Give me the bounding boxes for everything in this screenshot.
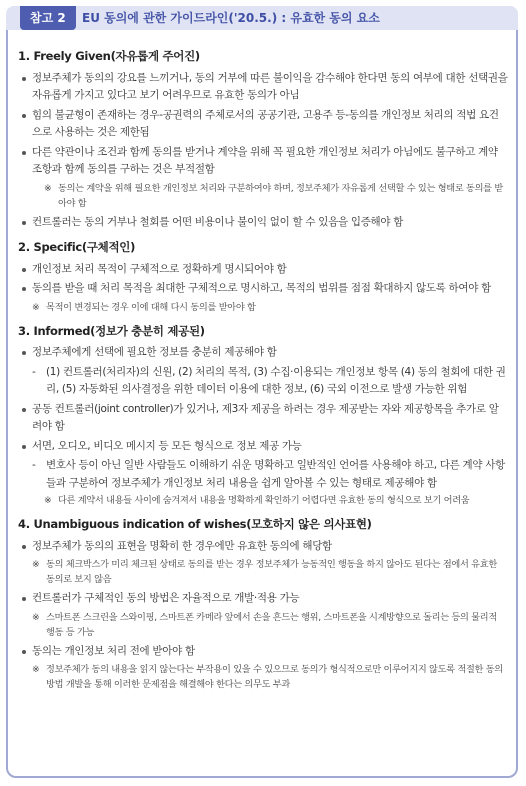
bullet-item: 정보주체가 동의의 강요를 느끼거나, 동의 거부에 따른 불이익을 감수해야 한다면 동의 여부에 대한 선택권을 자유롭게 가지고 있다고 보기 어려우므로 유효한 동의가 아님 [18,70,508,105]
box-title: EU 동의에 관한 가이드라인('20.5.) : 유효한 동의 요소 [82,11,380,25]
note: ※ 다른 계약서 내용들 사이에 숨겨져서 내용을 명확하게 확인하기 어렵다면 유효한 동의 형식으로 보기 어려움 [44,495,470,506]
note-text: 스마트폰 스크린을 스와이핑, 스마트폰 카메라 앞에서 손을 흔드는 행위, 스마트폰을 시계방향으로 돌리는 등의 물리적 행동 등 가능 [46,611,497,638]
note-text: 목적이 변경되는 경우 이에 대해 다시 동의를 받아야 함 [46,301,256,313]
bullet-item: 서면, 오디오, 비디오 메시지 등 모든 형식으로 정보 제공 가능 [18,438,508,456]
bullet-item: 힘의 불균형이 존재하는 경우-공권력의 주체로서의 공공기관, 고용주 등-동의를 개인정보 처리의 적법 요건으로 사용하는 것은 제한됨 [18,107,508,142]
bullet-item: 공동 컨트롤러(joint controller)가 있거나, 제3자 제공을 하려는 경우 제공받는 자와 제공항목을 추가로 알려야 함 [18,401,508,436]
note-text: 동의는 계약을 위해 필요한 개인정보 처리와 구분하여야 하며, 정보주체가 자유롭게 선택할 수 있는 형태로 동의를 받아야 함 [58,182,503,209]
bullet-item: 다른 약관이나 조건과 함께 동의를 받거나 계약을 위해 꼭 필요한 개인정보 처리가 아님에도 불구하고 계약 조항과 함께 동의를 구하는 것은 부적절함 [18,144,508,179]
note-text: 다른 계약서 내용들 사이에 숨겨져서 내용을 명확하게 확인하기 어렵다면 유효한 동의 형식으로 보기 어려움 [58,495,470,506]
section-title: 2. Specific(구체적인) [18,240,136,254]
guideline-content [18,48,508,695]
note: ※ 정보주체가 동의 내용을 읽지 않는다는 부작용이 있을 수 있으므로 동의가 형식적으로만 이루어지지 않도록 적절한 동의 방법 개발을 통해 이러한 문제점을 해결해야 한다는 의무도 부과 [32,664,503,690]
dash-item: - 변호사 등이 아닌 일반 사람들도 이해하기 쉬운 명확하고 일반적인 언어를 사용해야 하고, 다른 계약 사항들과 구분하여 정보주체가 개인정보 처리 내용을 쉽게 알아볼 수 있는 형태로 제공해야 함 [32,459,505,489]
note: ※ 동의 체크박스가 미리 체크된 상태로 동의를 받는 경우 정보주체가 능동적인 행동을 하지 않아도 된다는 점에서 유효한 동의로 보지 않음 [32,559,497,585]
bullet-item: 컨트롤러는 동의 거부나 철회를 어떤 비용이나 불이익 없이 할 수 있음을 입증해야 함 [18,214,508,232]
note: ※ 목적이 변경되는 경우 이에 대해 다시 동의를 받아야 함 [32,301,256,313]
note: ※ 동의는 계약을 위해 필요한 개인정보 처리와 구분하여야 하며, 정보주체가 자유롭게 선택할 수 있는 형태로 동의를 받아야 함 [44,182,503,209]
note: ※ 스마트폰 스크린을 스와이핑, 스마트폰 카메라 앞에서 손을 흔드는 행위, 스마트폰을 시계방향으로 돌리는 등의 물리적 행동 등 가능 [32,611,497,638]
bullet-item: 동의는 개인정보 처리 전에 받아야 함 [18,643,508,661]
reference-tag: 참고 2 [20,6,76,30]
bullet-item: 동의를 받을 때 처리 목적을 최대한 구체적으로 명시하고, 목적의 범위를 점점 확대하지 않도록 하여야 함 [18,280,508,298]
section-title: 1. Freely Given(자유롭게 주어진) [18,49,200,63]
note-text: 정보주체가 동의 내용을 읽지 않는다는 부작용이 있을 수 있으므로 동의가 형식적으로만 이루어지지 않도록 적절한 동의 방법 개발을 통해 이러한 문제점을 해결해야 한다는 의무도 부과 [46,664,503,690]
bullet-item: 컨트롤러가 구체적인 동의 방법은 자율적으로 개발·적용 가능 [18,590,508,608]
dash-item: - (1) 컨트롤러(처리자)의 신원, (2) 처리의 목적, (3) 수집·이용되는 개인정보 항목 (4) 동의 철회에 대한 권리, (5) 자동화된 의사결정을 위한 데이터 이용에 대한 정보, (6) 국외 이전으로 발생 가능한 위험 [32,365,506,395]
bullet-item: 정보주체에게 선택에 필요한 정보를 충분히 제공해야 함 [18,344,508,362]
section-title: 4. Unambiguous indication of wishes(모호하지 않은 의사표현) [18,517,372,531]
bullet-item: 정보주체가 동의의 표현을 명확히 한 경우에만 유효한 동의에 해당함 [18,538,508,556]
dash-text: (1) 컨트롤러(처리자)의 신원, (2) 처리의 목적, (3) 수집·이용되는 개인정보 항목 (4) 동의 철회에 대한 권리, (5) 자동화된 의사결정을 위한 데이터 이용에 대한 정보, (6) 국외 이전으로 발생 가능한 위험 [46,365,506,395]
dash-text: 변호사 등이 아닌 일반 사람들도 이해하기 쉬운 명확하고 일반적인 언어를 사용해야 하고, 다른 계약 사항들과 구분하여 정보주체가 개인정보 처리 내용을 쉽게 알아볼 수 있는 형태로 제공해야 함 [46,459,505,489]
section-title: 3. Informed(정보가 충분히 제공된) [18,323,205,338]
bullet-item: 개인정보 처리 목적이 구체적으로 정확하게 명시되어야 함 [18,261,508,279]
note-text: 동의 체크박스가 미리 체크된 상태로 동의를 받는 경우 정보주체가 능동적인 행동을 하지 않아도 된다는 점에서 유효한 동의로 보지 않음 [46,559,497,585]
